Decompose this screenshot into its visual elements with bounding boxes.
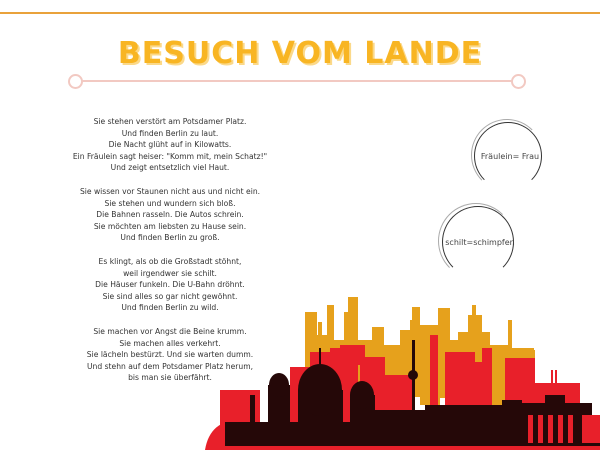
poem-line: Sie stehen und wundern sich bloß. [104, 198, 236, 208]
poem-line: Und finden Berlin zu groß. [120, 233, 220, 243]
poem-line: Und zeigt entsetzlich viel Haut. [110, 163, 230, 173]
poem-line: Die Häuser funkeln. Die U-Bahn dröhnt. [95, 280, 245, 290]
poem-line: Und stehn auf dem Potsdamer Platz herum, [86, 361, 254, 371]
poem-line: Die Bahnen rasseln. Die Autos schrein. [96, 210, 244, 220]
poem-line: Sie machen vor Angst die Beine krumm. [93, 326, 247, 336]
poem-line: Und finden Berlin zu wild. [121, 303, 219, 313]
poem-line: bis man sie überfährt. [128, 373, 212, 383]
poem-line: Die Nacht glüht auf in Kilowatts. [108, 140, 232, 150]
poem-line: Sie machen alles verkehrt. [119, 338, 221, 348]
note-schilt: schilt=schimpfen [445, 238, 515, 247]
page-title: BESUCH VOM LANDE [117, 36, 483, 71]
poem-line: Sie möchten am liebsten zu Hause sein. [93, 221, 247, 231]
poem-line: Und finden Berlin zu laut. [121, 128, 219, 138]
poem-line: Sie wissen vor Staunen nicht aus und nicht ein. [79, 186, 261, 196]
poem-line: Ein Fräulein sagt heiser: "Komm mit, mein Schatz!" [72, 151, 268, 161]
note-fraeulein: Fräulein= Frau [480, 152, 540, 161]
skyline-base [225, 446, 600, 450]
poem-line: Sie stehen verstört am Potsdamer Platz. [93, 117, 247, 126]
poem-line: Sie lächeln bestürzt. Und sie warten dumm. [86, 350, 254, 360]
poem-line: Es klingt, als ob die Großstadt stöhnt, [98, 256, 242, 266]
poem-line: Sie sind alles so gar nicht gewöhnt. [102, 291, 238, 301]
poem-line: weil irgendwer sie schilt. [123, 268, 217, 278]
